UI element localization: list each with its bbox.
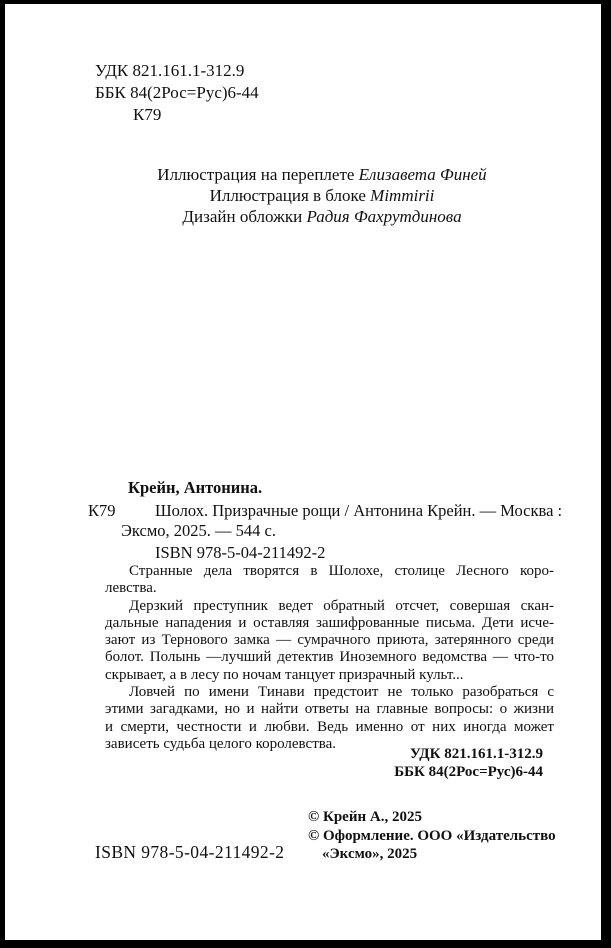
annotation-line: дальные нападения и оставляя зашифрованные письма. Дети исче- [105,614,554,631]
copyright-entry: © Крейн А., 2025 [308,809,422,825]
annotation-line: болот. Полынь —лучший детектив Иноземного ведомства — что-то [105,649,554,666]
catalog-title-line1: Шолох. Призрачные рощи / Антонина Крейн. — Москва : [155,501,563,520]
copyright-entry: © Оформление. ООО «Издательство «Эксмо», 2025 [308,827,556,862]
bbk-line-bottom: ББК 84(2Рос=Рус)6-44 [394,764,543,780]
annotation-line: левства. [105,580,157,597]
credit-name: Радия Фахрутдинова [306,207,462,226]
credit-line [72,206,572,227]
annotation-line: Ловчей по имени Тинави предстоит не только разобраться с [129,684,554,701]
credit-line [72,185,572,206]
udk-line-top: УДК 821.161.1-312.9 [95,61,245,80]
annotation-line: этими загадками, но и найти ответы на главные вопросы: о жизни [105,701,554,718]
credit-name: Mimmirii [370,186,435,205]
catalog-author: Крейн, Антонина. [128,478,263,497]
top-classification-block [95,60,259,126]
book-imprint-page [5,4,601,940]
bbk-line-top: ББК 84(2Рос=Рус)6-44 [95,83,259,102]
annotation-line: зависеть судьба целого королевства. [105,735,337,752]
annotation-line: Дерзкий преступник ведет обратный отсчет, совершая скан- [129,597,554,614]
catalog-code: К79 [88,501,116,520]
annotation-line: зают из Тернового замка — сумрачного приюта, затерянного среди [105,632,554,649]
udk-line-bottom: УДК 821.161.1-312.9 [409,746,543,762]
catalog-title-line2: Эксмо, 2025. — 544 с. [121,521,276,540]
annotation-line: Странные дела творятся в Шолохе, столице Лесного коро- [129,563,554,579]
annotation-line: скрывает, а в лесу по ночам танцует призрачный культ... [105,666,464,683]
credit-label: Дизайн обложки [182,207,307,226]
credit-label: Иллюстрация в блоке [209,186,371,205]
credit-label: Иллюстрация на переплете [157,165,359,184]
footer-isbn: ISBN 978-5-04-211492-2 [95,842,285,862]
author-sign-code-top: К79 [133,105,162,124]
annotation-line: и смерти, честности и любви. Ведь именно от них иногда может [105,718,554,735]
bottom-classification-block [293,745,543,781]
copyright-block [308,808,570,864]
credit-name: Елизавета Финей [358,165,487,184]
credits-block [72,164,572,227]
credit-line [72,164,572,185]
annotation-block [105,563,554,753]
catalog-isbn: ISBN 978-5-04-211492-2 [155,543,326,562]
